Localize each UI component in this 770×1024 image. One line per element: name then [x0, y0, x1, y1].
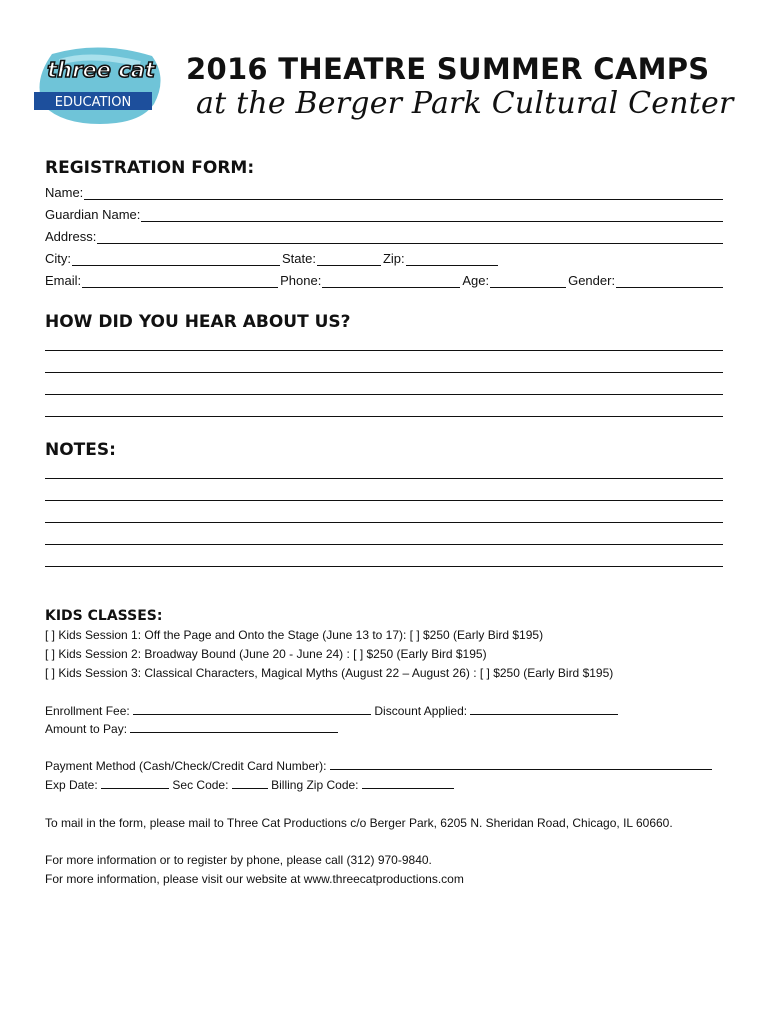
billing-zip-label: Billing Zip Code: [271, 778, 359, 792]
hear-about-us-heading: HOW DID YOU HEAR ABOUT US? [45, 312, 351, 332]
class-session-1[interactable]: [ ] Kids Session 1: Off the Page and Onto the Stage (June 13 to 17): [ ] $250 (Early Bird $195) [45, 628, 544, 642]
email-line[interactable] [82, 274, 278, 288]
hear-line[interactable] [45, 372, 723, 373]
age-label: Age: [462, 273, 490, 288]
three-cat-education-logo [30, 44, 172, 126]
website-info: For more information, please visit our website at www.threecatproductions.com [45, 872, 464, 886]
notes-line[interactable] [45, 544, 723, 545]
class-session-3[interactable]: [ ] Kids Session 3: Classical Characters, Magical Myths (August 22 – August 26) : [ ] $250 (Early Bird $195) [45, 666, 614, 680]
guardian-name-line[interactable] [141, 208, 723, 222]
page-subtitle: at the Berger Park Cultural Center [196, 86, 734, 121]
payment-method-line[interactable] [330, 759, 712, 770]
sec-code-line[interactable] [232, 778, 268, 789]
age-line[interactable] [490, 274, 566, 288]
mail-instructions: To mail in the form, please mail to Three Cat Productions c/o Berger Park, 6205 N. Sheridan Road, Chicago, IL 60660. [45, 816, 673, 830]
state-line[interactable] [317, 252, 381, 266]
guardian-name-label: Guardian Name: [45, 207, 141, 222]
registration-heading: REGISTRATION FORM: [45, 158, 255, 178]
amount-to-pay-line[interactable] [130, 722, 338, 733]
card-details-row [45, 778, 454, 792]
page-title: 2016 THEATRE SUMMER CAMPS [186, 52, 710, 86]
enrollment-fee-line[interactable] [133, 704, 371, 715]
email-label: Email: [45, 273, 82, 288]
class-session-2[interactable]: [ ] Kids Session 2: Broadway Bound (June 20 - June 24) : [ ] $250 (Early Bird $195) [45, 647, 487, 661]
name-line[interactable] [84, 186, 723, 200]
phone-info: For more information or to register by phone, please call (312) 970-9840. [45, 853, 432, 867]
discount-line[interactable] [470, 704, 618, 715]
amount-row [45, 722, 338, 736]
hear-line[interactable] [45, 394, 723, 395]
address-label: Address: [45, 229, 97, 244]
address-line[interactable] [97, 230, 723, 244]
notes-line[interactable] [45, 500, 723, 501]
fees-row [45, 704, 618, 718]
logo-text-education: EDUCATION [54, 95, 132, 110]
notes-line[interactable] [45, 522, 723, 523]
sec-code-label: Sec Code: [172, 778, 229, 792]
name-label: Name: [45, 185, 84, 200]
hear-line[interactable] [45, 350, 723, 351]
notes-heading: NOTES: [45, 440, 116, 460]
amount-to-pay-label: Amount to Pay: [45, 722, 128, 736]
email-phone-row [45, 268, 725, 288]
gender-label: Gender: [568, 273, 616, 288]
logo-text-three-cat: three cat [47, 58, 155, 82]
zip-label: Zip: [382, 251, 405, 266]
state-label: State: [282, 251, 316, 266]
exp-date-line[interactable] [101, 778, 169, 789]
payment-method-label: Payment Method (Cash/Check/Credit Card Number): [45, 759, 327, 773]
guardian-name-field[interactable] [45, 202, 725, 222]
exp-date-label: Exp Date: [45, 778, 98, 792]
notes-line[interactable] [45, 566, 723, 567]
name-field[interactable] [45, 180, 725, 200]
hear-line[interactable] [45, 416, 723, 417]
address-field[interactable] [45, 224, 725, 244]
city-label: City: [45, 251, 71, 266]
notes-line[interactable] [45, 478, 723, 479]
discount-label: Discount Applied: [374, 704, 468, 718]
phone-line[interactable] [322, 274, 460, 288]
enrollment-fee-label: Enrollment Fee: [45, 704, 130, 718]
billing-zip-line[interactable] [362, 778, 454, 789]
city-line[interactable] [72, 252, 280, 266]
zip-line[interactable] [406, 252, 498, 266]
gender-line[interactable] [616, 274, 723, 288]
city-state-zip-row [45, 246, 500, 266]
kids-classes-heading: KIDS CLASSES: [45, 608, 163, 624]
phone-label: Phone: [280, 273, 322, 288]
payment-method-row [45, 759, 712, 773]
